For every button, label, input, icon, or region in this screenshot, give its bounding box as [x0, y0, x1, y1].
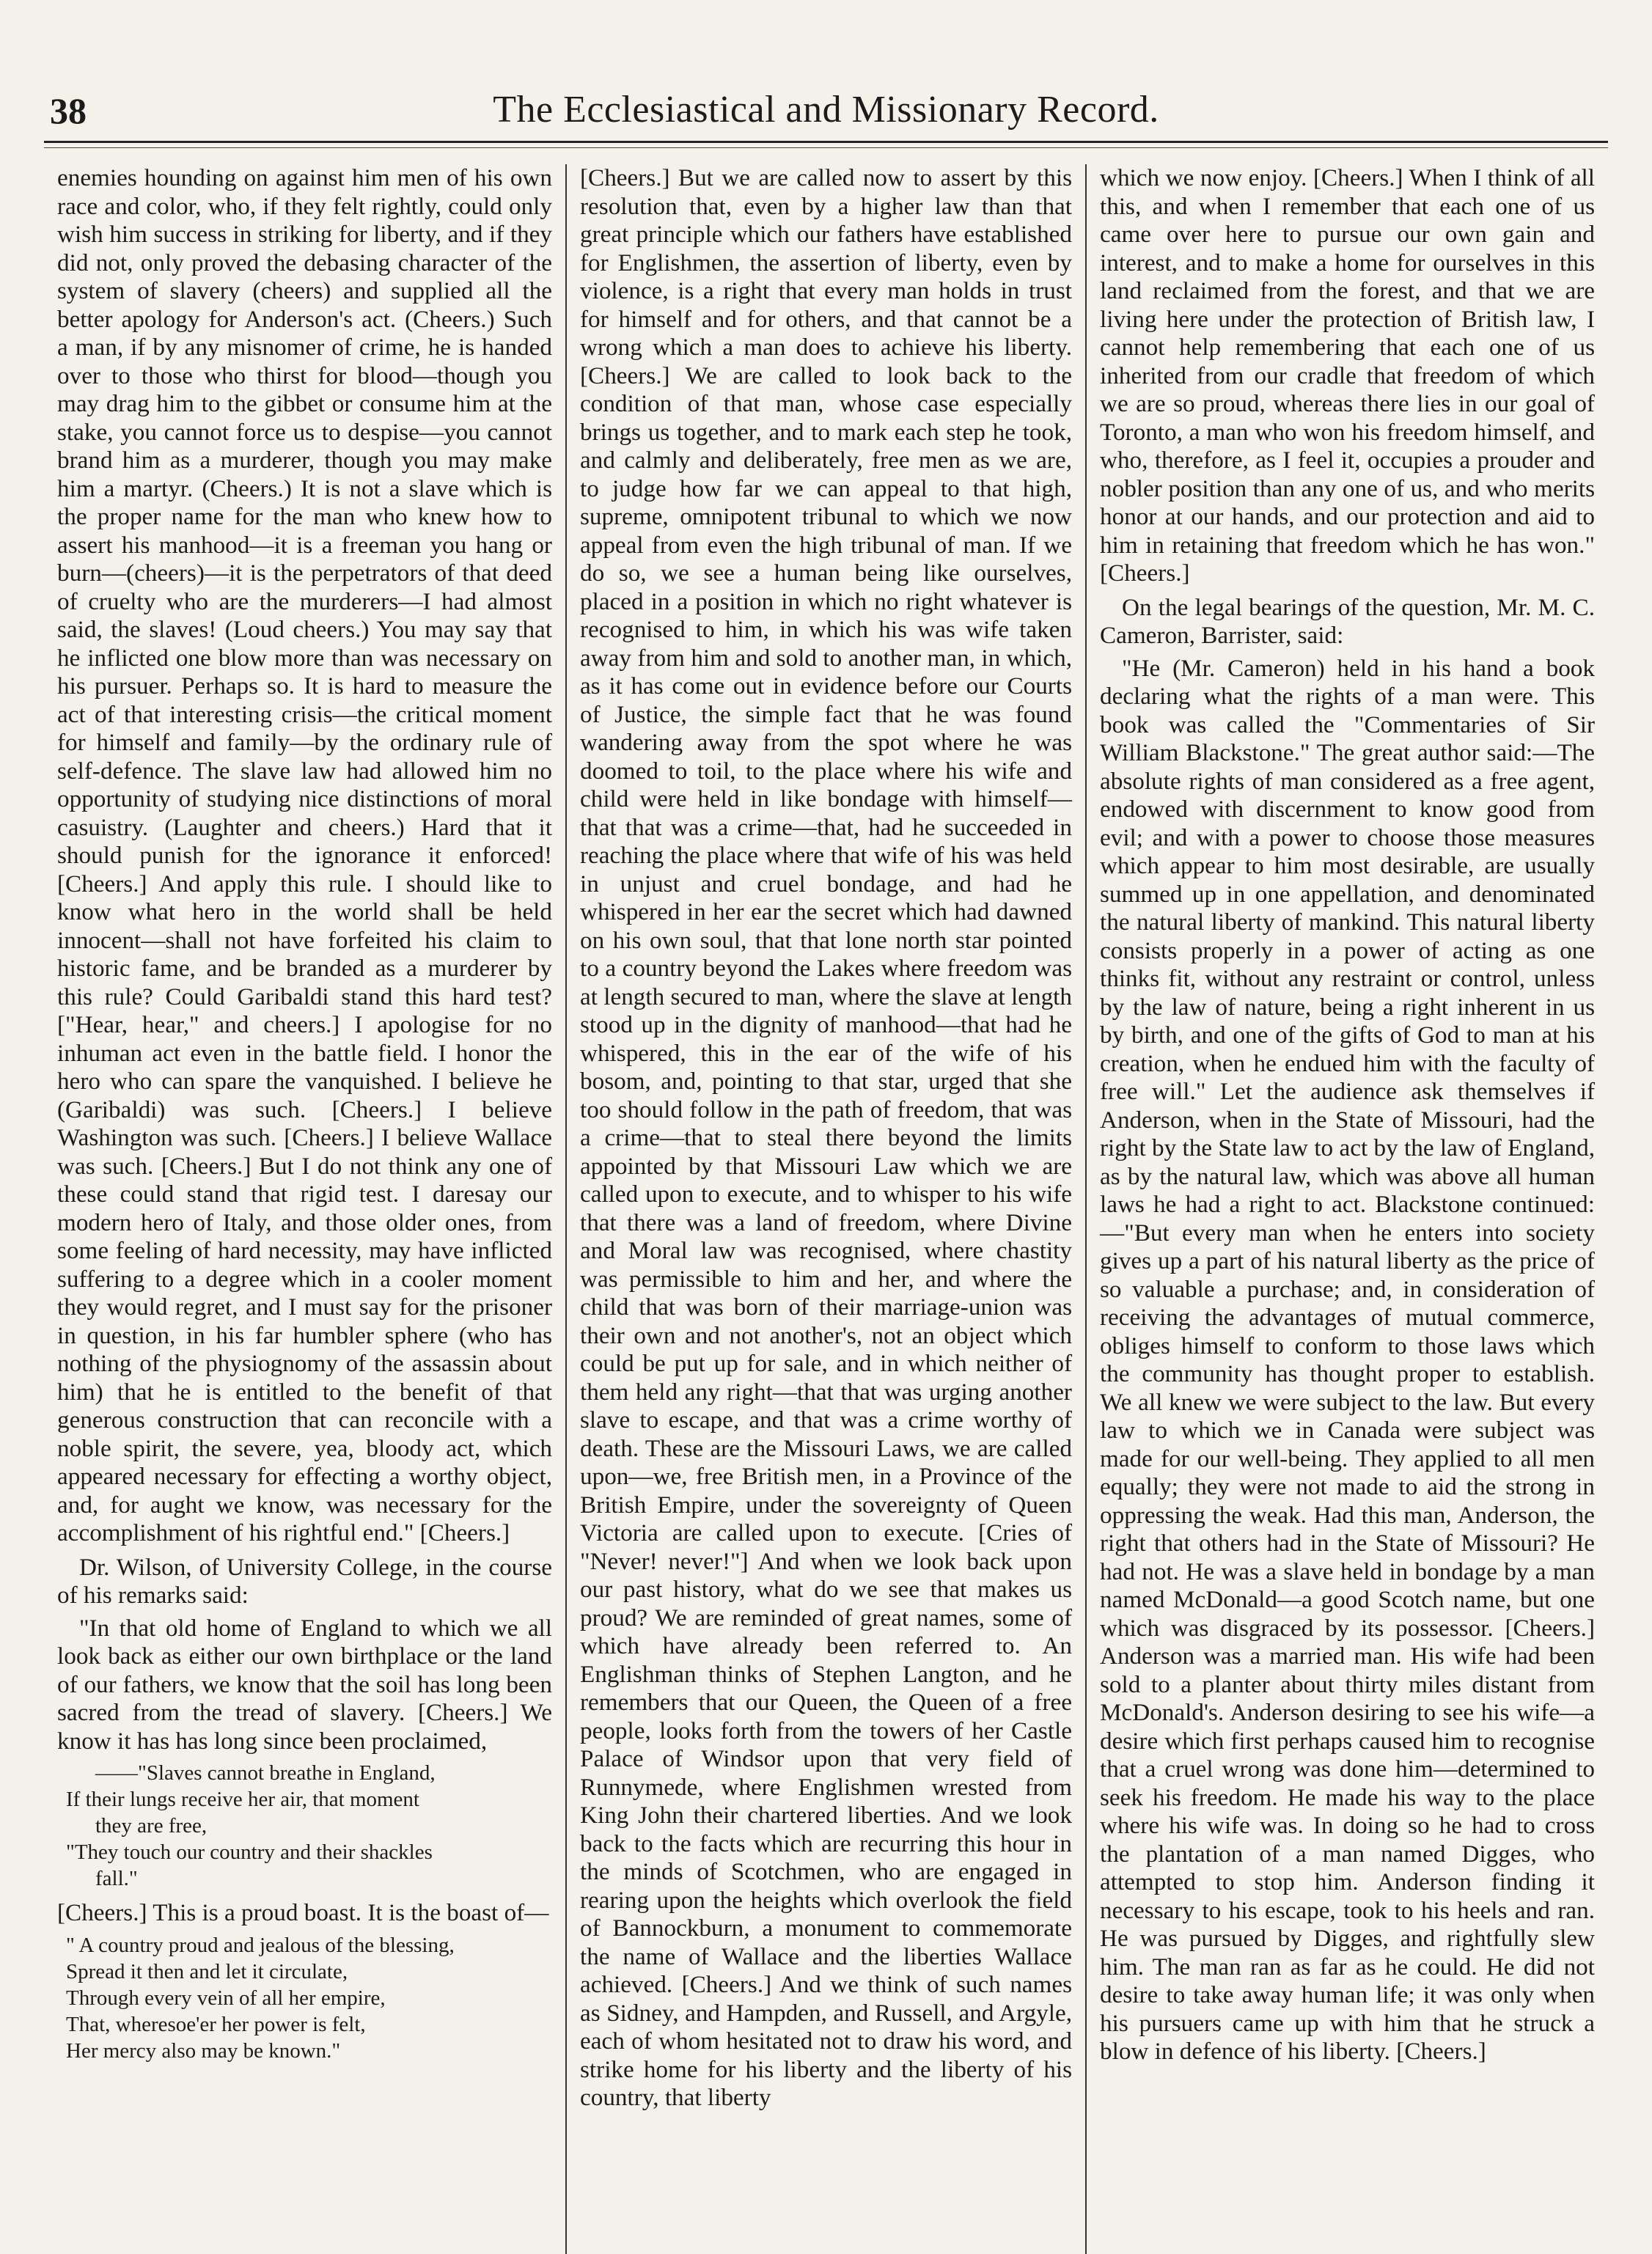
verse-quote [66, 1760, 552, 1892]
verse-line: Spread it then and let it circulate, [66, 1959, 348, 1983]
page-number: 38 [50, 90, 87, 131]
verse-line: That, wheresoe'er her power is felt, [66, 2012, 366, 2036]
column-1 [44, 164, 565, 2254]
text-columns [44, 164, 1608, 2254]
verse-line: Her mercy also may be known." [66, 2038, 341, 2063]
header-rule [44, 141, 1608, 148]
paragraph: [Cheers.] But we are called now to assert by this resolution that, even by a higher law than that great principle which our fathers have established for Englishmen, the assertion of liberty, even by violence, is a right that every man holds in trust for himself and for others, and that cannot be a wrong which a man does to achieve his liberty. [Cheers.] We are called to look back to the condition of that man, whose case especially brings us together, and to mark each step he took, and calmly and deliberately, free men as we are, to judge how far we can appeal to that high, supreme, omnipotent tribunal to which we now appeal from even the high tribunal of man. If we do so, we see a human being like ourselves, placed in a position in which no right whatever is recognised to him, in which his was wife taken away from him and sold to another man, in which, as it has come out in evidence before our Courts of Justice, the simple fact that he was found wandering away from the spot where he was doomed to toil, to the place where his wife and child were held in like bondage with himself—that that was a crime—that, had he succeeded in reaching the place where that wife of his was held in unjust and cruel bondage, and had he whispered in her ear the secret which had dawned on his own soul, that that lone north star pointed to a country beyond the Lakes where freedom was at length secured to man, where the slave at length stood up in the dignity of manhood—that had he whispered, this in the ear of the wife of his bosom, and, pointing to that star, urged that she too should follow in the path of freedom, that was a crime—that to steal there beyond the limits appointed by that Missouri Law which we are called upon to execute, and to whisper to his wife that there was a land of freedom, where Divine and Moral law was recognised, where chastity was permissible to him and her, and where the child that was born of their marriage-union was their own and not another's, not an object which could be put up for sale, and in which neither of them held any right—that that was urging another slave to escape, and that was a crime worthy of death. These are the Missouri Laws, we are called upon—we, free British men, in a Province of the British Empire, under the sovereignty of Queen Victoria are called upon to execute. [Cries of "Never! never!"] And when we look back upon our past history, what do we see that makes us proud? We are reminded of great names, some of which have already been referred to. An Englishman thinks of Stephen Langton, and he remembers that our Queen, the Queen of a free people, looks forth from the towers of her Castle Palace of Windsor upon that very field of Runnymede, where Englishmen wrested from King John their chartered liberties. And we look back to the facts which are recurring this hour in the minds of Scotchmen, who are engaged in rearing upon the heights which overlook the field of Bannockburn, a monument to commemorate the name of Wallace and the liberties Wallace achieved. [Cheers.] And we think of such names as Sidney, and Hampden, and Russell, and Argyle, each of whom hesitated not to draw his word, and strike home for his liberty and the liberty of his country, that liberty [580, 164, 1072, 2111]
paragraph: "In that old home of England to which we all look back as either our own birthplace or the land of our fathers, we know that the soil has long been sacred from the tread of slavery. [Cheers.] We know it has has long since been proclaimed, [57, 1614, 552, 1755]
paragraph: "He (Mr. Cameron) held in his hand a book declaring what the rights of a man were. This book was called the "Commentaries of Sir William Blackstone." The great author said:—The absolute rights of man considered as a free agent, endowed with discernment to know good from evil; and with a power to choose those measures which appear to him most desirable, are usually summed up in one appellation, and denominated the natural liberty of mankind. This natural liberty consists properly in a power of acting as one thinks fit, without any restraint or control, unless by the law of nature, being a right inherent in us by birth, and one of the gifts of God to man at his creation, when he endued him with the faculty of free will." Let the audience ask themselves if Anderson, when in the State of Missouri, had the right by the State law to act by the law of England, as by the natural law, which was above all human laws he had a right to act. Blackstone continued:—"But every man when he enters into society gives up a part of his natural liberty as the price of so valuable a purchase; and, in consideration of receiving the advantages of mutual commerce, obliges himself to conform to those laws which the community has thought proper to establish. We all knew we were subject to the law. But every law to which we in Canada were subject was made for our well-being. They applied to all men equally; they were not made to aid the strong in oppressing the weak. Had this man, Anderson, the right that others had in the State of Missouri? He had not. He was a slave held in bondage by a man named McDonald—a good Scotch name, but one which was disgraced by its possessor. [Cheers.] Anderson was a married man. His wife had been sold to a planter about thirty miles distant from McDonald's. Anderson desiring to see his wife—a desire which first perhaps caused him to recognise that a cruel wrong was done him—determined to seek his freedom. He made his way to the place where his wife was. In doing so he had to cross the plantation of a man named Digges, who attempted to stop him. Anderson finding it necessary to his escape, took to his heels and ran. He was pursued by Digges, and rightfully slew him. The man ran as far as he could. He did not desire to take away human life; it was only when his pursuers came up with him that he struck a blow in defence of his liberty. [Cheers.] [1100, 654, 1595, 2065]
paragraph: Dr. Wilson, of University College, in the course of his remarks said: [57, 1553, 552, 1609]
verse-line: Through every vein of all her empire, [66, 1986, 386, 2010]
running-title: The Ecclesiastical and Missionary Record. [493, 89, 1159, 131]
verse-line: they are free, [95, 1814, 208, 1838]
verse-line: "They touch our country and their shackles [66, 1840, 433, 1864]
verse-quote [66, 1932, 552, 2064]
verse-line: fall." [95, 1867, 138, 1890]
column-2 [565, 164, 1087, 2254]
page-header [44, 81, 1608, 132]
paragraph: [Cheers.] This is a proud boast. It is the boast of— [57, 1899, 549, 1926]
verse-line: " A country proud and jealous of the blessing, [66, 1933, 455, 1957]
column-3 [1087, 164, 1608, 2254]
verse-line: ——"Slaves cannot breathe in England, [95, 1761, 436, 1785]
paragraph: enemies hounding on against him men of his own race and color, who, if they felt rightly, could only wish him success in striking for liberty, and if they did not, only proved the debasing character of the system of slavery (cheers) and supplied all the better apology for Anderson's act. (Cheers.) Such a man, if by any misnomer of crime, he is handed over to those who thirst for blood—though you may drag him to the gibbet or consume him at the stake, you cannot force us to despise—you cannot brand him as a murderer, though you may make him a martyr. (Cheers.) It is not a slave which is the proper name for the man who knew how to assert his manhood—it is a freeman you hang or burn—(cheers)—it is the perpetrators of that deed of cruelty who are the murderers—I had almost said, the slaves! (Loud cheers.) You may say that he inflicted one blow more than was necessary on his pursuer. Perhaps so. It is hard to measure the act of that interesting crisis—the critical moment for himself and family—by the ordinary rule of self-defence. The slave law had allowed him no opportunity of studying nice distinctions of moral casuistry. (Laughter and cheers.) Hard that it should punish for the ignorance it enforced! [Cheers.] And apply this rule. I should like to know what hero in the world shall be held innocent—shall not have forfeited his claim to historic fame, and be branded as a murderer by this rule? Could Garibaldi stand this hard test? ["Hear, hear," and cheers.] I apologise for no inhuman act even in the battle field. I honor the hero who can spare the vanquished. I believe he (Garibaldi) was such. [Cheers.] I believe Washington was such. [Cheers.] I believe Wallace was such. [Cheers.] But I do not think any one of these could stand that rigid test. I daresay our modern hero of Italy, and those older ones, from some feeling of hard necessity, may have inflicted suffering to a degree which in a cooler moment they would regret, and I must say for the prisoner in question, in his far humbler sphere (who has nothing of the physiognomy of the assassin about him) that he is entitled to the benefit of that generous construction that can reconcile with a noble spirit, the severe, yea, bloody act, which appeared necessary for effecting a worthy object, and, for aught we know, was necessary for the accomplishment of his rightful end." [Cheers.] [57, 164, 552, 1546]
paragraph: On the legal bearings of the question, Mr. M. C. Cameron, Barrister, said: [1100, 593, 1595, 649]
verse-line: If their lungs receive her air, that moment [66, 1788, 419, 1811]
paragraph: which we now enjoy. [Cheers.] When I think of all this, and when I remember that each one of us came over here to pursue our own gain and interest, and to make a home for ourselves in this land reclaimed from the forest, and that we are living here under the protection of British law, I cannot help remembering that each one of us inherited from our cradle that freedom of which we are so proud, whereas there lies in our goal of Toronto, a man who won his freedom himself, and who, therefore, as I feel it, occupies a prouder and nobler position than any one of us, and who merits honor at our hands, and our protection and aid to him in retaining that freedom which he has won." [Cheers.] [1100, 164, 1595, 587]
